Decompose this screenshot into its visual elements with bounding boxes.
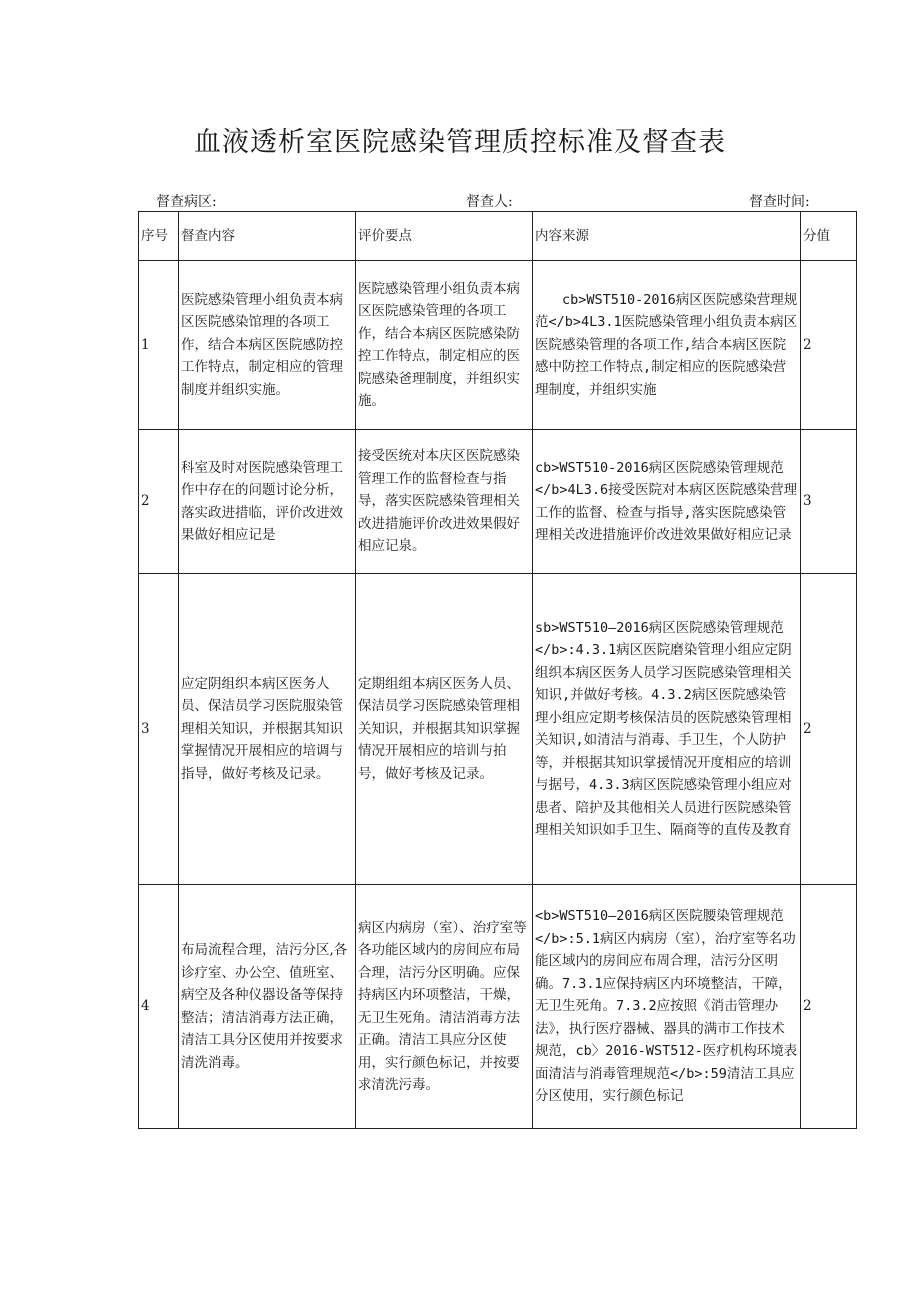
header-points: 评价要点 bbox=[356, 212, 533, 261]
row-content: 医院感染管理小组负责本病区医院感染馆理的各项工作，结合本病区医院感防控工作特点，制定相应的管理制度并组织实施。 bbox=[179, 261, 356, 430]
inspector-label: 督查人: bbox=[466, 194, 513, 210]
row-score: 2 bbox=[801, 261, 857, 430]
table-row bbox=[139, 885, 857, 1129]
row-source: cb>WST510-2016病区医院感染营理规范</b>4L3.1医院感染管理小组负责本病区医院感染管理的各项工作,结合本病区医院感中防控工作特点,制定相应的医院感染营理制度，并组织实施 bbox=[533, 261, 801, 430]
row-content: 应定阴组织本病区医务人员、保洁员学习医院服染管理相关知识，并根据其知识掌握情况开展相应的培调与指导，做好考核及记录。 bbox=[179, 574, 356, 885]
row-content: 科室及时对医院感染管理工作中存在的问题讨论分析，落实政进措临，评价改进效果做好相应记是 bbox=[179, 430, 356, 574]
row-points: 接受医统对本庆区医院感染管理工作的监督检查与指导，落实医院感染管理相关改进措施评价改进效果假好相应记泉。 bbox=[356, 430, 533, 574]
row-score: 2 bbox=[801, 574, 857, 885]
header-no: 序号 bbox=[139, 212, 179, 261]
row-no: 1 bbox=[139, 261, 179, 430]
row-no: 3 bbox=[139, 574, 179, 885]
table-row bbox=[139, 261, 857, 430]
row-source: cb>WST510-2016病区医院感染管理规范</b>4L3.6接受医院对本病区医院感染营理工作的监督、检查与指导,落实医院感染管理相关改进措施评价改进效果做好相应记录 bbox=[533, 430, 801, 574]
inspection-table bbox=[138, 211, 857, 1129]
row-no: 4 bbox=[139, 885, 179, 1129]
page-title: 血液透析室医院感染管理质控标准及督查表 bbox=[194, 127, 726, 158]
row-score: 2 bbox=[801, 885, 857, 1129]
header-score: 分值 bbox=[801, 212, 857, 261]
table-row bbox=[139, 574, 857, 885]
row-points: 病区内病房（室）、治疗室等各功能区域内的房间应布局合理，洁污分区明确。应保持病区内环项整洁，干燥，无卫生死角。清洁消毒方法正确。清洁工具应分区使用，实行颜色标记，并按要求清洗污毒。 bbox=[356, 885, 533, 1129]
header-source: 内容来源 bbox=[533, 212, 801, 261]
time-label: 督查时间: bbox=[749, 194, 810, 210]
row-source: sb>WST510—2016病区医院感染管理规范</b>:4.3.1病区医院磨染管理小组应定阴组织本病区医务人员学习医院感染管理相关知识,并做好考核。4.3.2病区医院感染管理小组应定期考核保洁员的医院感染管理相关知识,如清洁与消毒、手卫生，个人防护等，并根据其知识掌援情况开度相应的培训与据号，4.3.3病区医院感染管理小组应对患者、陪护及其他相关人员进行医院感染管理相关知识如手卫生、隔商等的直传及教育 bbox=[533, 574, 801, 885]
header-content: 督查内容 bbox=[179, 212, 356, 261]
ward-label: 督查病区: bbox=[156, 194, 217, 210]
row-content: 布局流程合理，洁污分区,各诊疗室、办公空、值班室、病空及各种仪器设备等保持整洁；清洁消毒方法正确，清洁工具分区使用并按要求清洗消毒。 bbox=[179, 885, 356, 1129]
row-no: 2 bbox=[139, 430, 179, 574]
table-row bbox=[139, 430, 857, 574]
row-points: 定期组组本病区医务人员、保洁员学习医院感染管理相关知识，并根据其知识掌握情况开展相应的培训与拍号，做好考核及记录。 bbox=[356, 574, 533, 885]
row-source: <b>WST510—2016病区医院腰染管理规范</b>:5.1病区内病房（室），治疗室等名功能区域内的房间应布周合理，洁污分区明确。7.3.1应保持病区内环境整洁，干障，无卫生死角。7.3.2应按照《消击管理办法》，执行医疗器械、器具的满市工作技术规范，cb〉2016-WST512-医疗机构环境表面清洁与消毒管理规范</b>:59清洁工具应分区使用，实行颜色标记 bbox=[533, 885, 801, 1129]
row-score: 3 bbox=[801, 430, 857, 574]
row-points: 医院感染管理小组负责本病区医院感染管理的各项工作，结合本病区医院感染防控工作特点，制定相应的医院感染爸理制度，并组织实施。 bbox=[356, 261, 533, 430]
table-header-row bbox=[139, 212, 857, 261]
